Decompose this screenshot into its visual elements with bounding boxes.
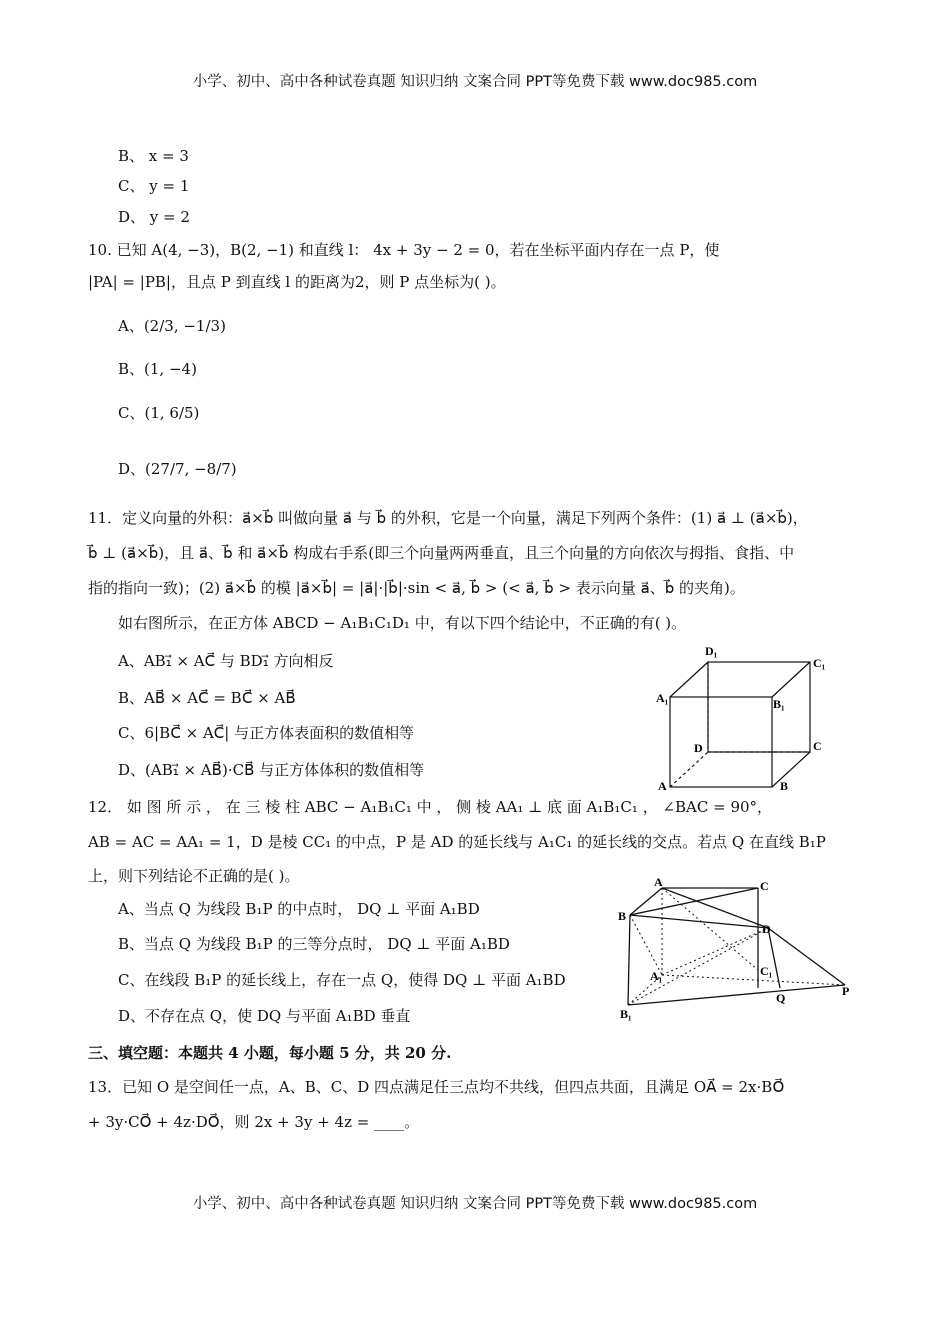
q11-stem-line3: 指的指向一致)；(2) a⃗×b⃗ 的模 |a⃗×b⃗| = |a⃗|·|b⃗|·sin < a⃗, b⃗ > (< a⃗, b⃗ > 表示向量 a⃗、b⃗ 的夹角)。	[88, 579, 745, 597]
q11-stem-line2: b⃗ ⊥ (a⃗×b⃗)，且 a⃗、b⃗ 和 a⃗×b⃗ 构成右手系(即三个向量两两垂直，且三个向量的方向依次与拇指、食指、中	[88, 544, 795, 562]
cube-figure	[650, 640, 850, 800]
label-a: A	[658, 779, 667, 793]
label-c1: C₁	[813, 656, 826, 670]
page-header: 小学、初中、高中各种试卷真题 知识归纳 文案合同 PPT等免费下载 www.doc985.com	[192, 74, 758, 90]
q11-option-a: A、AB₁⃗ × AC⃗ 与 BD₁⃗ 方向相反	[118, 652, 334, 670]
label-b1: B₁	[773, 697, 785, 711]
q11-stem-line4: 如右图所示，在正方体 ABCD − A₁B₁C₁D₁ 中，有以下四个结论中，不正确的有( )。	[118, 614, 687, 632]
label-a1: A₁	[650, 969, 663, 983]
page-footer: 小学、初中、高中各种试卷真题 知识归纳 文案合同 PPT等免费下载 www.doc985.com	[192, 1196, 758, 1212]
q12-option-b: B、当点 Q 为线段 B₁P 的三等分点时， DQ ⊥ 平面 A₁BD	[118, 935, 510, 953]
label-a: A	[654, 875, 663, 889]
q9-option-d: D、 y = 2	[118, 208, 190, 226]
label-c1: C₁	[760, 964, 773, 978]
q12-option-a: A、当点 Q 为线段 B₁P 的中点时， DQ ⊥ 平面 A₁BD	[118, 900, 480, 918]
q10-stem-line2: |PA| = |PB|，且点 P 到直线 l 的距离为2，则 P 点坐标为( )。	[88, 273, 506, 291]
q11-option-d: D、(AB₁⃗ × AB⃗)·CB⃗ 与正方体体积的数值相等	[118, 761, 425, 779]
label-q: Q	[776, 991, 786, 1005]
q11-option-c: C、6|BC⃗ × AC⃗| 与正方体表面积的数值相等	[118, 724, 415, 742]
q11-option-b: B、AB⃗ × AC⃗ = BC⃗ × AB⃗	[118, 689, 296, 707]
label-c: C	[760, 879, 769, 893]
q9-option-b: B、 x = 3	[118, 147, 189, 165]
q12-stem-line2: AB = AC = AA₁ = 1，D 是棱 CC₁ 的中点，P 是 AD 的延长线与 A₁C₁ 的延长线的交点。若点 Q 在直线 B₁P	[88, 833, 826, 851]
label-d: D	[762, 922, 771, 936]
q10-option-c: C、(1, 6/5)	[118, 404, 200, 422]
label-b: B	[618, 909, 627, 923]
label-a1: A₁	[656, 691, 669, 705]
label-b1: B₁	[620, 1007, 632, 1021]
q12-option-d: D、不存在点 Q，使 DQ 与平面 A₁BD 垂直	[118, 1007, 411, 1025]
q13-stem-line1: 13．已知 O 是空间任一点，A、B、C、D 四点满足任三点均不共线，但四点共面，且满足 OA⃗ = 2x·BO⃗	[88, 1078, 785, 1096]
q12-option-c: C、在线段 B₁P 的延长线上，存在一点 Q，使得 DQ ⊥ 平面 A₁BD	[118, 971, 566, 989]
q10-option-a: A、(2/3, −1/3)	[118, 317, 226, 335]
label-d: D	[694, 741, 703, 755]
label-d1: D₁	[705, 644, 718, 658]
label-c: C	[813, 739, 822, 753]
section-3-heading: 三、填空题：本题共 4 小题，每小题 5 分，共 20 分.	[88, 1044, 452, 1062]
q12-stem-line3: 上，则下列结论不正确的是( )。	[88, 867, 300, 885]
q9-option-c: C、 y = 1	[118, 177, 190, 195]
label-p: P	[842, 984, 850, 998]
q12-stem-line1: 12． 如 图 所 示 ， 在 三 棱 柱 ABC − A₁B₁C₁ 中 ， 侧 棱 AA₁ ⊥ 底 面 A₁B₁C₁ ， ∠BAC = 90°，	[88, 798, 773, 816]
prism-figure	[610, 870, 860, 1025]
label-b: B	[780, 779, 789, 793]
q11-stem-line1: 11．定义向量的外积：a⃗×b⃗ 叫做向量 a⃗ 与 b⃗ 的外积，它是一个向量，满足下列两个条件：(1) a⃗ ⊥ (a⃗×b⃗)，	[88, 509, 808, 527]
q13-stem-line2: + 3y·CO⃗ + 4z·DO⃗，则 2x + 3y + 4z = ____。	[88, 1113, 420, 1131]
q10-option-d: D、(27/7, −8/7)	[118, 460, 237, 478]
q10-option-b: B、(1, −4)	[118, 360, 197, 378]
q10-stem-line1: 10. 已知 A(4, −3)，B(2, −1) 和直线 l： 4x + 3y − 2 = 0，若在坐标平面内存在一点 P，使	[88, 241, 720, 259]
